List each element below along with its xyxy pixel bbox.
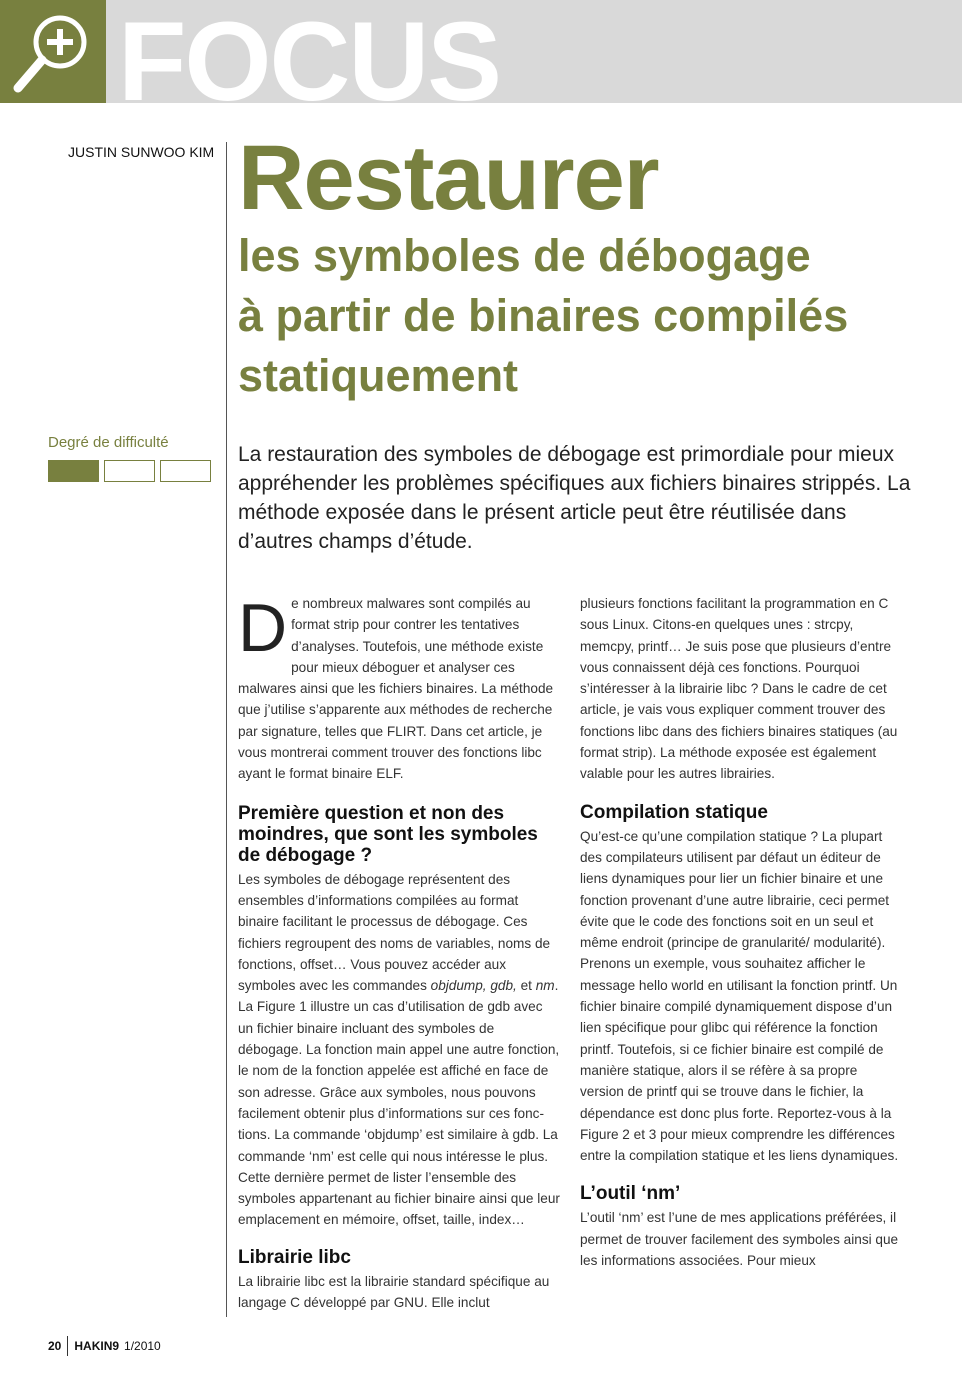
difficulty-meter bbox=[48, 460, 211, 482]
article-subtitle bbox=[238, 226, 938, 406]
body-text: Les symboles de débogage représentent des ensembles d’informations compilées au format binaire facilitant le processus de débogage. Ces fichiers regroupent des noms de variables, noms de fonctions, offset… Vous pouvez accéder aux symboles avec les commandes bbox=[238, 871, 551, 994]
magnifier-plus-icon bbox=[12, 12, 94, 94]
text-column-1 bbox=[238, 590, 560, 1313]
subtitle-line: statiquement bbox=[238, 350, 519, 401]
difficulty-bar-empty bbox=[104, 460, 155, 482]
author-name: JUSTIN SUNWOO KIM bbox=[68, 144, 215, 160]
difficulty-bar-filled bbox=[48, 460, 99, 482]
article-lead: La restauration des symboles de débogage est primordiale pour mieux appréhender les problèmes spécifiques aux fichiers binaires strippés. La méthode exposée dans le présent article peut être réutilisée dans d’autres champs d’étude. bbox=[238, 443, 911, 553]
body-paragraph: plusieurs fonctions facilitant la programmation en C sous Linux. Citons-en quelques unes : strcpy, memcpy, printf… Je suis pose que plusieurs d’entre vous connaissent déjà ces fonctions. Pourquoi s’intéresser à la librairie libc ? Dans le cadre de cet article, je vais vous expliquer comment trouver des fonctions libc dans des fichiers binaires statiques (au format strip). La méthode exposée est également valable pour les autres librairies. bbox=[580, 596, 898, 782]
intro-text: e nombreux malwares sont compilés au format strip pour contrer les tentatives d’analyses. Toutefois, une méthode existe pour mieux déboguer et analyser ces malwares ainsi que les fichiers binaires. La méthode que j’utilise s’apparente aux méthodes de recherche par signature, telles que FLIRT. Dans cet article, je vous montrerai comment trouver des fonctions libc ayant le format binaire ELF. bbox=[238, 596, 554, 782]
article-title: Restaurer bbox=[238, 127, 659, 229]
footer-divider bbox=[67, 1336, 68, 1356]
page-number: 20 bbox=[48, 1339, 62, 1353]
command-name: nm bbox=[535, 978, 555, 994]
body-paragraph: Qu’est-ce qu’une compilation statique ? La plupart des compilateurs utilisent par défaut un éditeur de liens dynamiques pour lier un fichier binaire et une fonction provenant d’une autre librairie, ceci permet évite que le code des fonctions soit en un seul et même endroit (principe de granularité/ modularité). Prenons un exemple, vous souhaitez afficher le message hello world en utilisant la fonction printf. Un fichier binaire compilé dynamiquement dispose d’un lien spécifique pour glibc qui référence la fonction printf. Toutefois, si ce fichier binaire est compilé de manière statique, alors il se réfère à sa propre version de printf qui se trouve dans le fichier, la dépendance est donc plus forte. Reportez-vous à la Figure 2 et 3 pour mieux comprendre les différences entre la compilation statique et les liens dynamiques. bbox=[580, 828, 899, 1164]
body-paragraph bbox=[238, 869, 560, 1231]
section-banner bbox=[0, 0, 962, 103]
issue-number: 1/2010 bbox=[124, 1339, 161, 1353]
section-heading: Première question et non des moindres, que sont les symboles de débogage ? bbox=[238, 802, 538, 866]
section-heading: Compilation statique bbox=[580, 801, 768, 823]
text-column-2 bbox=[580, 593, 902, 1271]
drop-cap: D bbox=[238, 590, 288, 666]
section-heading: L’outil ‘nm’ bbox=[580, 1183, 681, 1205]
body-text: et bbox=[516, 978, 536, 994]
body-text: . La Figure 1 illustre un cas d’utilisation de gdb avec un fichier binaire incluant des symboles de débogage. La fonction main appel une autre fonction, le nom de la fonction appelée est affiché en face de son adresse. Grâce aux symboles, nous pouvons facilement obtenir plus d’informations sur ces fonc-tions. La commande ‘objdump’ est similaire à gdb. La commande ‘nm’ est celle qui nous intéresse le plus. Cette dernière permet de lister l’ensemble des symboles appartenant au fichier binaire ainsi que leur emplacement en mémoire, offset, taille, index… bbox=[238, 978, 560, 1228]
intro-paragraph bbox=[238, 590, 560, 785]
column-divider bbox=[226, 142, 227, 1317]
body-paragraph: La librairie libc est la librairie standard spécifique au langage C développé par GNU. Elle inclut bbox=[238, 1273, 550, 1311]
difficulty-bar-empty bbox=[160, 460, 211, 482]
page-footer bbox=[48, 1336, 161, 1356]
subtitle-line: les symboles de débogage bbox=[238, 230, 811, 281]
difficulty-label: Degré de difficulté bbox=[48, 434, 169, 451]
magazine-name: HAKIN9 bbox=[74, 1339, 120, 1353]
section-logo bbox=[0, 0, 106, 103]
body-paragraph: L’outil ‘nm’ est l’une de mes applications préférées, il permet de trouver facilement des symboles ainsi que les informations associées. Pour mieux bbox=[580, 1210, 899, 1269]
command-name: objdump, gdb, bbox=[430, 978, 517, 994]
subtitle-line: à partir de binaires compilés bbox=[238, 290, 849, 341]
section-title: FOCUS bbox=[118, 0, 500, 103]
section-heading: Librairie libc bbox=[238, 1246, 351, 1268]
